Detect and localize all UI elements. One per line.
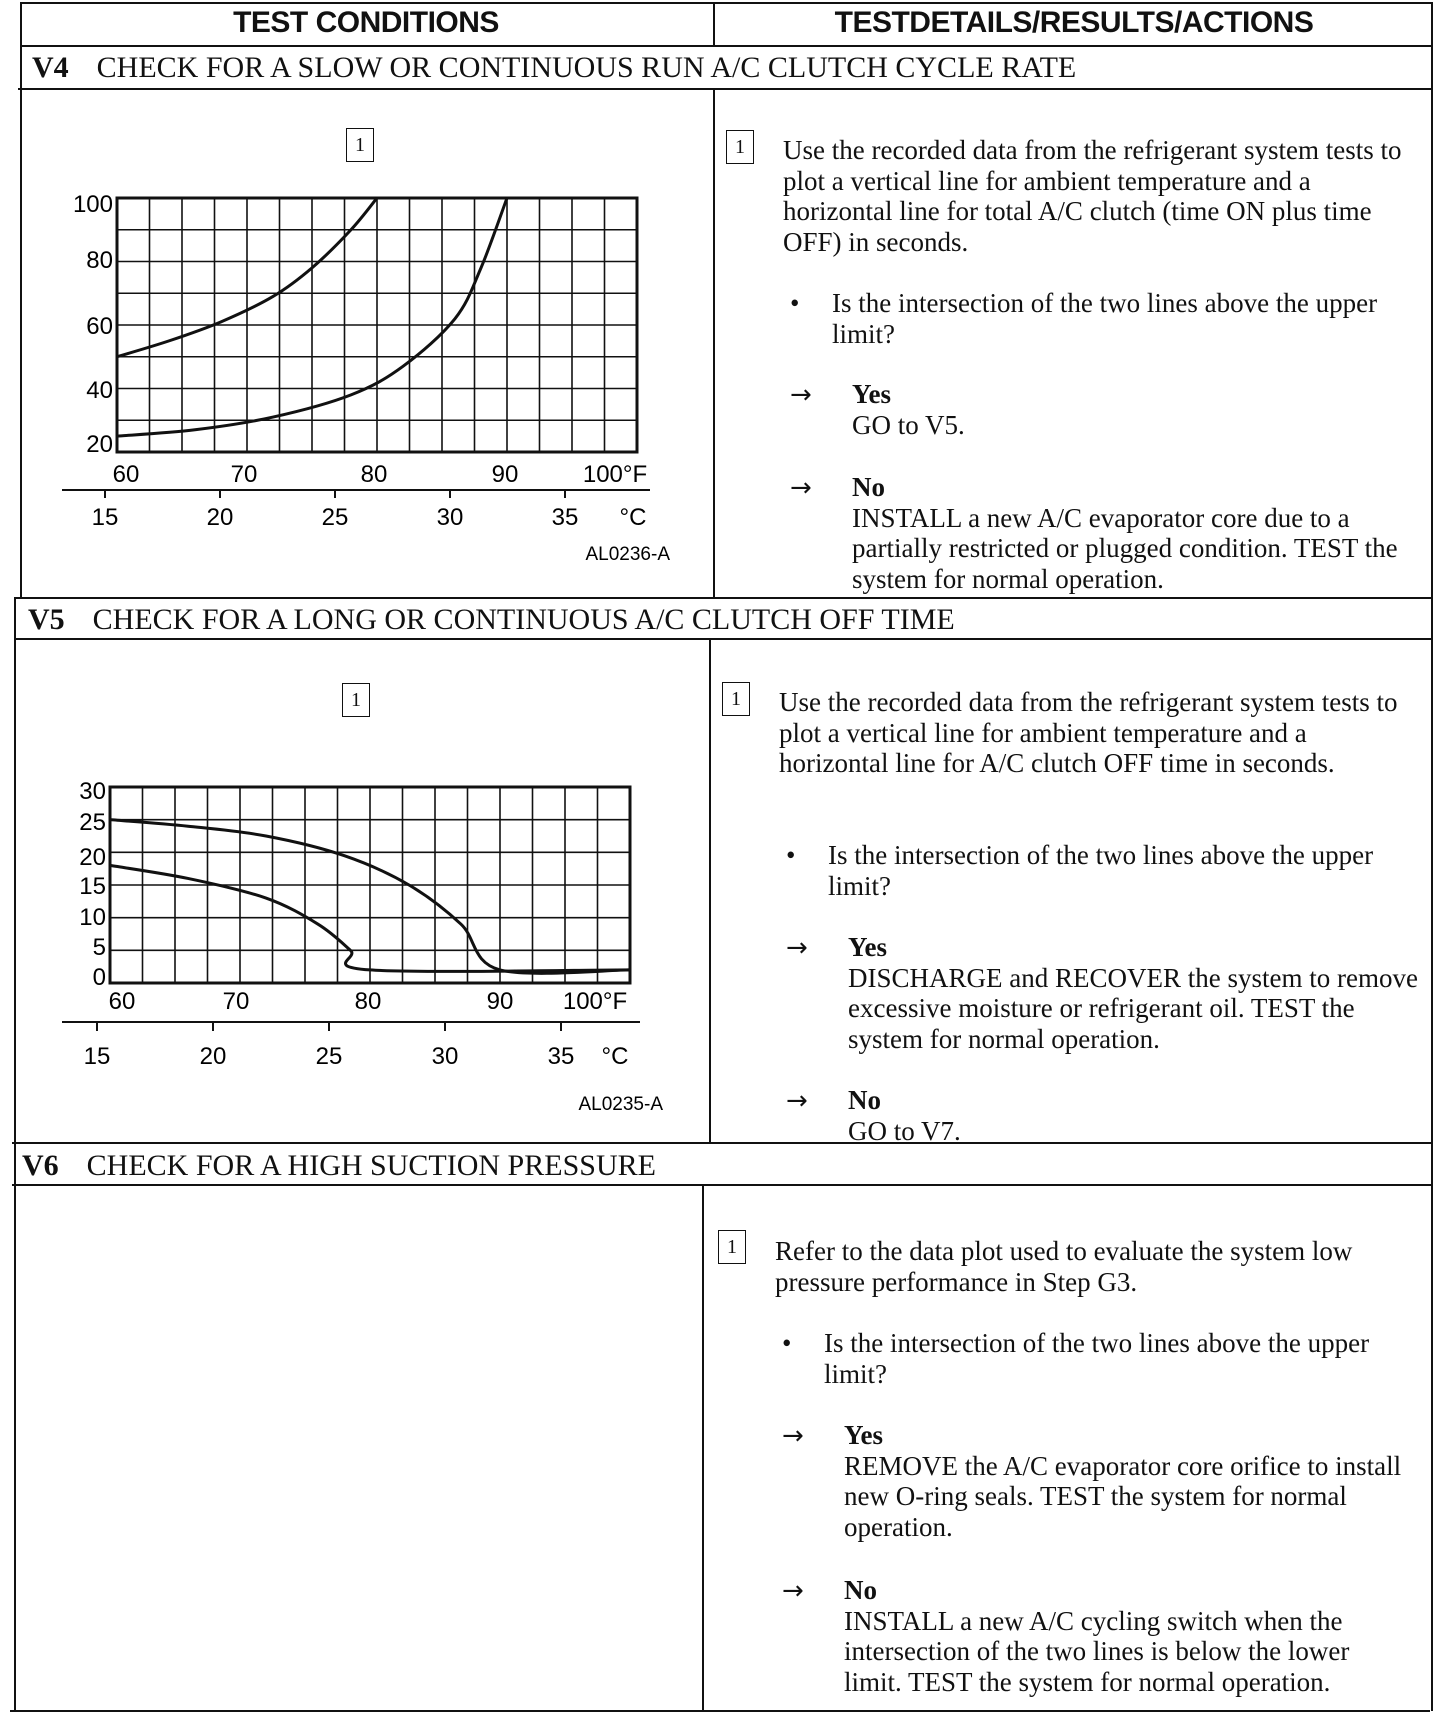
v4-ytick-40: 40 bbox=[86, 377, 113, 404]
v4-ctick-25: 25 bbox=[321, 504, 349, 531]
rule-mid-v4 bbox=[713, 88, 715, 598]
v4-ytick-60: 60 bbox=[86, 313, 113, 340]
v6-yes-text: REMOVE the A/C evaporator core orifice to install new O-ring seals. TEST the system for normal operation. bbox=[844, 1450, 1402, 1542]
v6-no-text: INSTALL a new A/C cycling switch when the intersection of the two lines is below the lower limit. TEST the system for normal operation. bbox=[844, 1605, 1350, 1697]
v5-ytick-30: 30 bbox=[79, 778, 106, 805]
v5-ftick-60: 60 bbox=[108, 988, 136, 1015]
v5-yes bbox=[848, 932, 1418, 1054]
v4-id: V4 bbox=[32, 51, 69, 84]
v4-ctick-30: 30 bbox=[436, 504, 464, 531]
v4-instructions: Use the recorded data from the refrigerant system tests to plot a vertical line for ambient temperature and a horizontal line for total A/C clutch (time ON plus time OFF) in seconds. bbox=[783, 135, 1402, 257]
v4-no bbox=[852, 472, 1427, 594]
v5-ctick-unit: °C bbox=[601, 1043, 629, 1070]
v5-no-label: No bbox=[848, 1085, 881, 1115]
v6-bullet: • bbox=[782, 1328, 792, 1358]
v4-ctick-15: 15 bbox=[91, 504, 119, 531]
rule-left-lower bbox=[14, 597, 16, 1711]
v6-step-box: 1 bbox=[718, 1230, 746, 1264]
v4-ftick-60: 60 bbox=[112, 461, 140, 488]
v5-step-box: 1 bbox=[722, 682, 750, 716]
v4-ytick-100: 100 bbox=[72, 191, 113, 218]
v4-no-arrow: → bbox=[790, 473, 812, 503]
v4-ftick-90: 90 bbox=[491, 461, 519, 488]
v4-step-box: 1 bbox=[726, 130, 754, 164]
rule-left bbox=[20, 2, 22, 598]
v4-figure-step-box: 1 bbox=[346, 128, 374, 162]
v6-yes bbox=[844, 1420, 1419, 1542]
v5-ytick-15: 15 bbox=[79, 873, 106, 900]
v4-chart bbox=[50, 190, 690, 590]
v5-ytick-20: 20 bbox=[79, 844, 106, 871]
v5-ftick-70: 70 bbox=[222, 988, 250, 1015]
v4-question: Is the intersection of the two lines above the upper limit? bbox=[832, 288, 1378, 349]
v6-no bbox=[844, 1575, 1409, 1697]
v5-bullet: • bbox=[786, 840, 796, 870]
v5-ftick-90: 90 bbox=[486, 988, 514, 1015]
rule-mid-v5 bbox=[709, 638, 711, 1143]
rule-v6-title-bottom bbox=[12, 1184, 1431, 1186]
v5-yes-arrow: → bbox=[786, 933, 808, 963]
v4-title-text: CHECK FOR A SLOW OR CONTINUOUS RUN A/C CLUTCH CYCLE RATE bbox=[96, 51, 1077, 84]
v4-ctick-20: 20 bbox=[206, 504, 234, 531]
v5-yes-text: DISCHARGE and RECOVER the system to remove excessive moisture or refrigerant oil. TEST the system for normal operation. bbox=[848, 962, 1418, 1054]
v6-yes-label: Yes bbox=[844, 1420, 883, 1450]
v4-chart-grid bbox=[117, 198, 637, 452]
rule-v4-title-bottom bbox=[18, 88, 1433, 90]
rule-top bbox=[20, 2, 1433, 4]
v4-yes-arrow: → bbox=[790, 380, 812, 410]
rule-v5-title-bottom bbox=[14, 638, 1432, 640]
v6-id: V6 bbox=[22, 1149, 59, 1182]
v5-ctick-30: 30 bbox=[431, 1043, 459, 1070]
v5-no-arrow: → bbox=[786, 1086, 808, 1116]
v6-no-arrow: → bbox=[782, 1576, 804, 1606]
v4-yes bbox=[852, 379, 1412, 440]
v4-no-text: INSTALL a new A/C evaporator core due to a partially restricted or plugged condition. TEST the system for normal operation. bbox=[852, 502, 1398, 594]
v5-ytick-5: 5 bbox=[92, 934, 106, 961]
rule-mid-header bbox=[713, 2, 715, 46]
v5-no bbox=[848, 1085, 1408, 1146]
v5-title-text: CHECK FOR A LONG OR CONTINUOUS A/C CLUTCH OFF TIME bbox=[92, 603, 955, 636]
v6-question: Is the intersection of the two lines above the upper limit? bbox=[824, 1328, 1370, 1389]
v5-instructions: Use the recorded data from the refrigerant system tests to plot a vertical line for ambient temperature and a horizontal line for A/C clutch OFF time in seconds. bbox=[779, 687, 1398, 778]
v4-ftick-70: 70 bbox=[230, 461, 258, 488]
v5-ftick-80: 80 bbox=[354, 988, 382, 1015]
v4-no-label: No bbox=[852, 472, 885, 502]
v6-instructions: Refer to the data plot used to evaluate the system low pressure performance in Step G3. bbox=[775, 1236, 1353, 1297]
rule-v4-bottom bbox=[16, 597, 1432, 599]
v5-ctick-20: 20 bbox=[199, 1043, 227, 1070]
v6-title bbox=[22, 1148, 656, 1184]
rule-mid-v6 bbox=[702, 1184, 704, 1711]
header-test-conditions: TEST CONDITIONS bbox=[233, 6, 499, 39]
v5-yes-label: Yes bbox=[848, 932, 887, 962]
v5-chart bbox=[50, 775, 690, 1175]
v5-title bbox=[28, 602, 955, 638]
v4-ftick-100: 100°F bbox=[582, 461, 648, 488]
v4-ftick-80: 80 bbox=[360, 461, 388, 488]
v5-ytick-10: 10 bbox=[79, 904, 106, 931]
v4-ctick-unit: °C bbox=[619, 504, 647, 531]
v4-bullet: • bbox=[790, 288, 800, 318]
v5-chart-grid bbox=[110, 787, 630, 983]
v5-ytick-25: 25 bbox=[79, 809, 106, 836]
rule-header-bottom bbox=[20, 45, 1433, 47]
rule-bottom bbox=[10, 1710, 1430, 1712]
v5-ytick-0: 0 bbox=[92, 964, 106, 991]
v5-no-text: GO to V7. bbox=[848, 1115, 961, 1146]
v4-ytick-80: 80 bbox=[86, 247, 113, 274]
v5-figure-code: AL0235-A bbox=[578, 1094, 663, 1115]
header-test-details: TESTDETAILS/RESULTS/ACTIONS bbox=[834, 6, 1314, 39]
v6-yes-arrow: → bbox=[782, 1421, 804, 1451]
v5-ctick-25: 25 bbox=[315, 1043, 343, 1070]
v5-ftick-100: 100°F bbox=[562, 988, 628, 1015]
v4-ctick-35: 35 bbox=[551, 504, 579, 531]
v5-ctick-15: 15 bbox=[83, 1043, 111, 1070]
v5-id: V5 bbox=[28, 603, 65, 636]
v4-title bbox=[32, 50, 1076, 86]
v6-title-text: CHECK FOR A HIGH SUCTION PRESSURE bbox=[86, 1149, 656, 1182]
v4-ytick-20: 20 bbox=[86, 431, 113, 458]
rule-right bbox=[1431, 2, 1433, 1711]
v6-no-label: No bbox=[844, 1575, 877, 1605]
v4-figure-code: AL0236-A bbox=[585, 544, 670, 565]
v4-yes-text: GO to V5. bbox=[852, 409, 965, 440]
v5-ctick-35: 35 bbox=[547, 1043, 575, 1070]
v5-figure-step-box: 1 bbox=[342, 683, 370, 717]
v5-question: Is the intersection of the two lines above the upper limit? bbox=[828, 840, 1374, 901]
v4-yes-label: Yes bbox=[852, 379, 891, 409]
